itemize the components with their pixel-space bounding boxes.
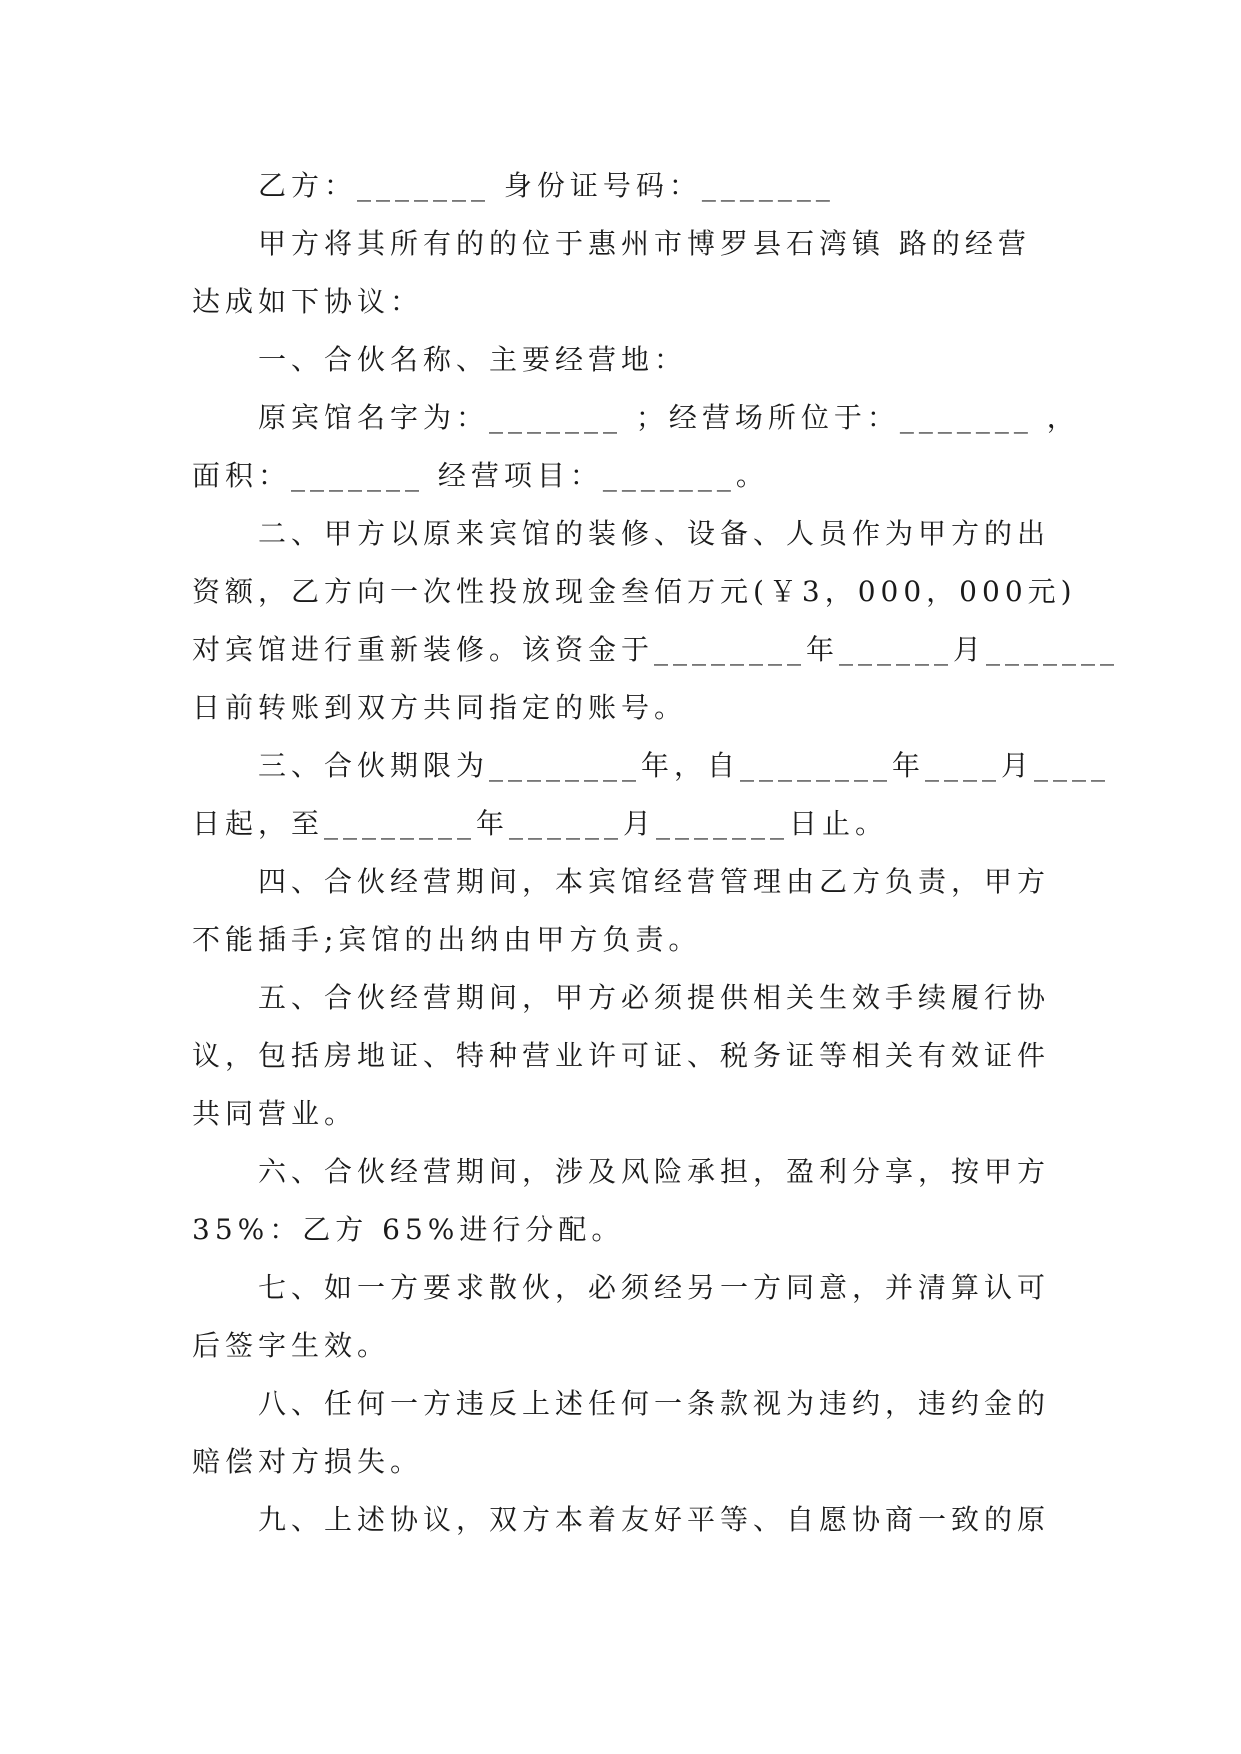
clause-2-line-cont: 日前转账到双方共同指定的账号。: [192, 691, 688, 724]
clause-4-line: 四、合伙经营期间，本宾馆经营管理由乙方负责，甲方: [258, 865, 1051, 898]
intro-line-cont: 达成如下协议：: [192, 285, 424, 318]
party-b-line: 乙方：_______ 身份证号码：_______: [258, 169, 835, 202]
clause-9-line: 九、上述协议，双方本着友好平等、自愿协商一致的原: [258, 1503, 1051, 1536]
clause-1-line-cont: 面积：_______ 经营项目：_______。: [192, 459, 769, 492]
clause-5-line-cont: 共同营业。: [192, 1097, 358, 1130]
clause-7-line: 七、如一方要求散伙，必须经另一方同意，并清算认可: [258, 1271, 1051, 1304]
document-body: [192, 157, 1120, 1549]
clause-2-line-cont: 资额，乙方向一次性投放现金叁佰万元(￥3，000，000元): [192, 575, 1077, 608]
clause-5-line: 五、合伙经营期间，甲方必须提供相关生效手续履行协: [258, 981, 1051, 1014]
clause-1-line: 原宾馆名字为：_______ ；经营场所位于：_______ ，: [258, 401, 1080, 434]
intro-line: 甲方将其所有的的位于惠州市博罗县石湾镇 路的经营: [258, 227, 1031, 260]
clause-5-line-cont: 议，包括房地证、特种营业许可证、税务证等相关有效证件: [192, 1039, 1051, 1072]
clause-3-line-cont: 日起，至________年______月_______日止。: [192, 807, 889, 840]
clause-6-line: 六、合伙经营期间，涉及风险承担，盈利分享，按甲方: [258, 1155, 1051, 1188]
clause-8-line: 八、任何一方违反上述任何一条款视为违约，违约金的: [258, 1387, 1051, 1420]
clause-6-line-cont: 35%：乙方 65%进行分配。: [192, 1213, 625, 1246]
clause-3-line: 三、合伙期限为________年，自________年____月____: [258, 749, 1111, 782]
clause-4-line-cont: 不能插手;宾馆的出纳由甲方负责。: [192, 923, 702, 956]
clause-7-line-cont: 后签字生效。: [192, 1329, 391, 1362]
clause-1-heading: 一、合伙名称、主要经营地：: [258, 343, 688, 376]
clause-2-line: 二、甲方以原来宾馆的装修、设备、人员作为甲方的出: [258, 517, 1051, 550]
clause-2-line-cont: 对宾馆进行重新装修。该资金于________年______月_______: [192, 633, 1120, 666]
clause-8-line-cont: 赔偿对方损失。: [192, 1445, 424, 1478]
